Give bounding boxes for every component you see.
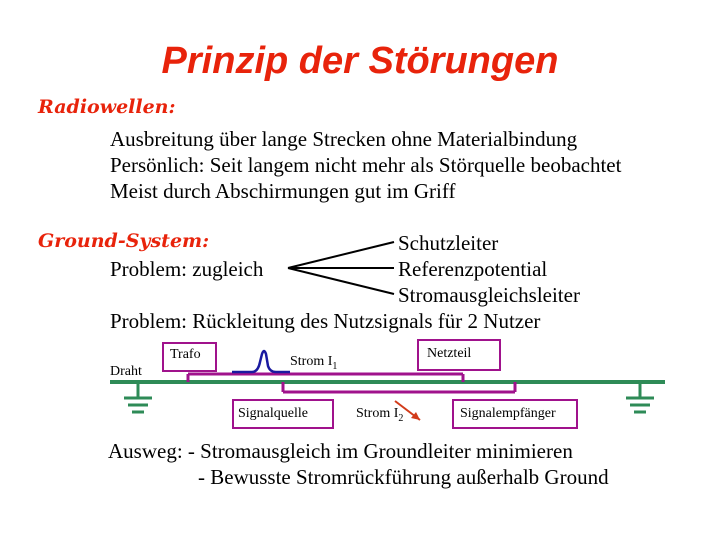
ground-problem-1: Problem: zugleich [110, 257, 264, 281]
branch-schutzleiter: Schutzleiter [398, 231, 499, 255]
branch-lines [288, 242, 394, 294]
branch-stromausgleichsleiter: Stromausgleichsleiter [398, 283, 580, 307]
ground-symbol-right [626, 382, 654, 412]
trafo-label: Trafo [170, 347, 201, 362]
strom2-text: Strom I [356, 406, 399, 421]
radio-line-2: Persönlich: Seit langem nicht mehr als Störquelle beobachtet [110, 153, 622, 177]
radio-line-1: Ausbreitung über lange Strecken ohne Materialbindung [110, 127, 578, 151]
branch-referenzpotential: Referenzpotential [398, 257, 548, 281]
ground-heading: Ground-System: [38, 230, 210, 252]
strom1-label [290, 354, 337, 372]
page-title: Prinzip der Störungen [161, 40, 559, 82]
draht-label: Draht [110, 364, 142, 379]
branch-line-top [288, 242, 394, 268]
branch-line-bottom [288, 268, 394, 294]
strom1-text: Strom I [290, 354, 333, 369]
strom2-label [356, 406, 403, 424]
radio-line-3: Meist durch Abschirmungen gut im Griff [110, 179, 456, 203]
ground-problem-2: Problem: Rückleitung des Nutzsignals für 2 Nutzer [110, 309, 541, 333]
signalquelle-label: Signalquelle [238, 406, 308, 421]
signal-pulse-icon [232, 351, 290, 372]
strom1-subscript: 1 [332, 360, 338, 372]
ausweg-line-2: - Bewusste Stromrückführung außerhalb Ground [198, 465, 609, 489]
signalempfaenger-label: Signalempfänger [460, 406, 556, 421]
radio-heading: Radiowellen: [38, 96, 176, 118]
strom2-subscript: 2 [398, 412, 404, 424]
ausweg-line-1: Ausweg: - Stromausgleich im Groundleiter minimieren [108, 439, 573, 463]
ground-symbol-left [124, 382, 152, 412]
netzteil-label: Netzteil [427, 346, 472, 361]
